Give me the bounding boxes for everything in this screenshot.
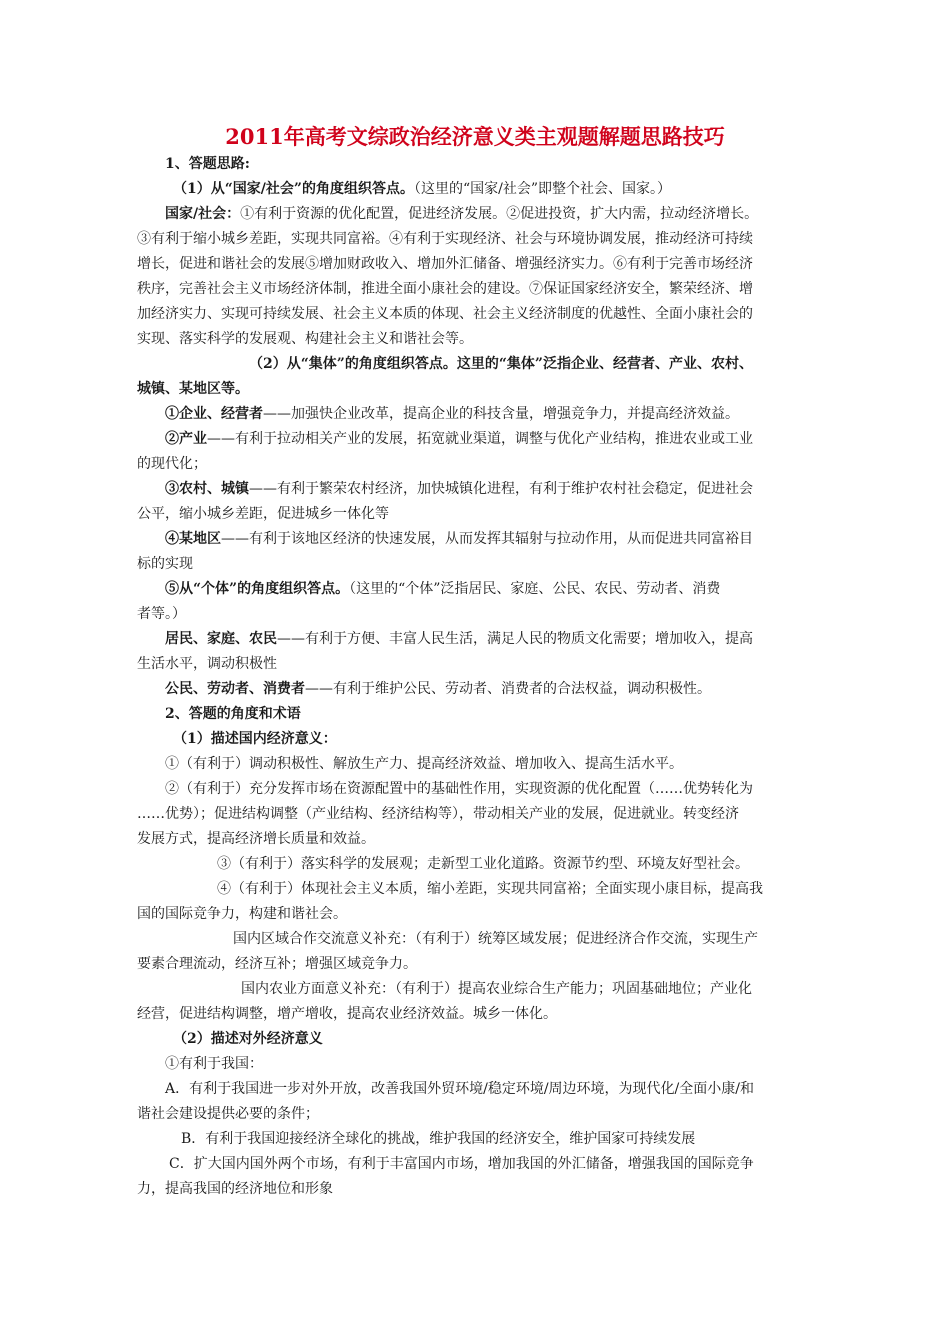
paragraph-line: ①企业、经营者——加强快企业改革，提高企业的科技含量，增强竞争力，并提高经济效益。 [165,406,739,422]
paragraph-line: ③农村、城镇——有利于繁荣农村经济，加快城镇化进程，有利于维护农村社会稳定，促进社会 [165,481,753,497]
paragraph-line: 的现代化； [137,456,207,472]
paragraph-line: 生活水平，调动积极性 [137,656,277,672]
paragraph-line: 公平，缩小城乡差距，促进城乡一体化等 [137,506,389,522]
paragraph-line: C．扩大国内国外两个市场，有利于丰富国内市场，增加我国的外汇储备，增强我国的国际竞争 [169,1156,754,1172]
section-heading: 2、答题的角度和术语 [165,706,301,722]
subsection-heading: （1）描述国内经济意义： [173,731,337,747]
paragraph-line: 经营，促进结构调整，增产增收，提高农业经济效益。城乡一体化。 [137,1006,557,1022]
section-heading: 1、答题思路: [165,156,250,172]
paragraph-line: 加经济实力、实现可持续发展、社会主义本质的体现、社会主义经济制度的优越性、全面小康社会的 [137,306,753,322]
paragraph-line: ①有利于我国： [165,1056,263,1072]
paragraph-line: ④（有利于）体现社会主义本质，缩小差距，实现共同富裕；全面实现小康目标，提高我 [217,881,763,897]
paragraph-line: 居民、家庭、农民——有利于方便、丰富人民生活，满足人民的物质文化需要；增加收入，提高 [165,631,753,647]
paragraph-line: 国的国际竞争力，构建和谐社会。 [137,906,347,922]
paragraph-line: 增长，促进和谐社会的发展⑤增加财政收入、增加外汇储备、增强经济实力。⑥有利于完善市场经济 [137,256,753,272]
paragraph-line: （2）从“集体”的角度组织答点。这里的“集体”泛指企业、经营者、产业、农村、 [249,356,753,372]
paragraph-line: 者等。） [137,606,186,622]
paragraph-line: 标的实现 [137,556,193,572]
paragraph-line: 国内区域合作交流意义补充：（有利于）统筹区域发展；促进经济合作交流，实现生产 [233,931,758,947]
paragraph-line: 实现、落实科学的发展观、构建社会主义和谐社会等。 [137,331,473,347]
paragraph-line: ……优势）；促进结构调整（产业结构、经济结构等），带动相关产业的发展，促进就业。转变经济 [137,806,739,822]
paragraph-line: ②（有利于）充分发挥市场在资源配置中的基础性作用，实现资源的优化配置（……优势转化为 [165,781,753,797]
paragraph-line: 城镇、某地区等。 [137,381,249,397]
paragraph-line: ④某地区——有利于该地区经济的快速发展，从而发挥其辐射与拉动作用，从而促进共同富裕目 [165,531,753,547]
paragraph-line: B．有利于我国迎接经济全球化的挑战，维护我国的经济安全，维护国家可持续发展 [181,1131,696,1147]
paragraph-line: （1）从“国家/社会”的角度组织答点。（这里的“国家/社会”即整个社会、国家。） [173,181,671,197]
paragraph-line: 秩序，完善社会主义市场经济体制，推进全面小康社会的建设。⑦保证国家经济安全，繁荣经济、增 [137,281,753,297]
paragraph-line: ③有利于缩小城乡差距，实现共同富裕。④有利于实现经济、社会与环境协调发展，推动经济可持续 [137,231,753,247]
paragraph-line: 发展方式，提高经济增长质量和效益。 [137,831,375,847]
document-title: 2011年高考文综政治经济意义类主观题解题思路技巧 [225,124,725,149]
paragraph-line: A．有利于我国进一步对外开放，改善我国外贸环境/稳定环境/周边环境，为现代化/全面小康/和 [165,1081,754,1097]
paragraph-line: 谐社会建设提供必要的条件； [137,1106,319,1122]
paragraph-line: 要素合理流动，经济互补；增强区域竞争力。 [137,956,417,972]
paragraph-line: ⑤从“个体”的角度组织答点。（这里的“个体”泛指居民、家庭、公民、农民、劳动者、消费 [165,581,721,597]
paragraph-line: ③（有利于）落实科学的发展观；走新型工业化道路。资源节约型、环境友好型社会。 [217,856,749,872]
paragraph-line: ①（有利于）调动积极性、解放生产力、提高经济效益、增加收入、提高生活水平。 [165,756,683,772]
document-body [137,122,813,1202]
paragraph-line: 公民、劳动者、消费者——有利于维护公民、劳动者、消费者的合法权益，调动积极性。 [165,681,711,697]
paragraph-line: 力，提高我国的经济地位和形象 [137,1181,333,1197]
subsection-heading: （2）描述对外经济意义 [173,1031,323,1047]
paragraph-line: ②产业——有利于拉动相关产业的发展，拓宽就业渠道，调整与优化产业结构，推进农业或工业 [165,431,753,447]
paragraph-line: 国内农业方面意义补充：（有利于）提高农业综合生产能力；巩固基础地位；产业化 [241,981,752,997]
paragraph-line: 国家/社会：①有利于资源的优化配置，促进经济发展。②促进投资，扩大内需，拉动经济增长。 [165,206,759,222]
